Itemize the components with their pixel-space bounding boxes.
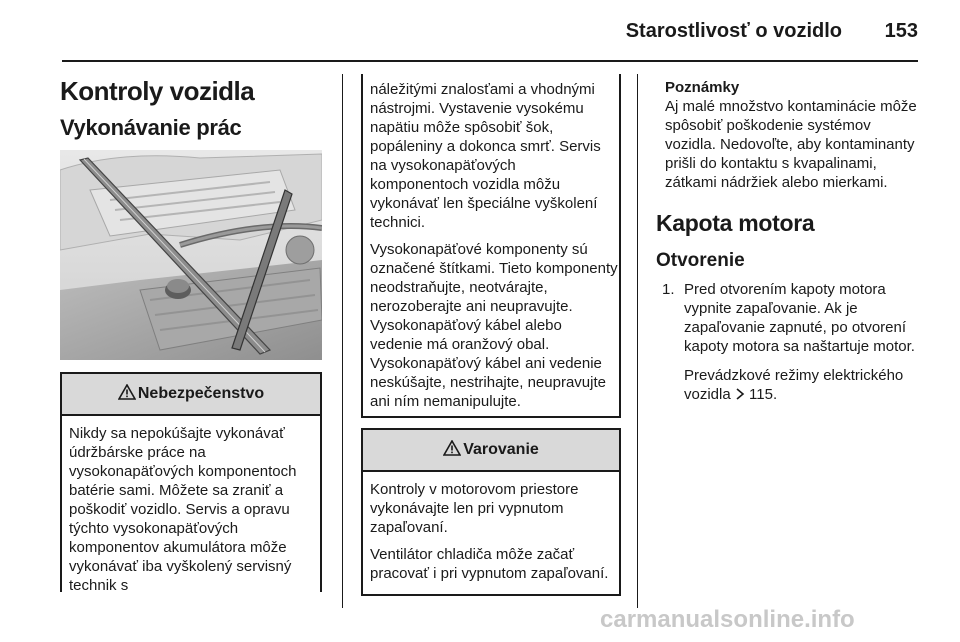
engine-compartment-illustration (60, 150, 322, 360)
header-rule (62, 60, 918, 62)
watermark: carmanualsonline.info (600, 606, 855, 633)
page-reference-icon[interactable] (735, 386, 749, 403)
section-heading: Kapota motora (656, 210, 815, 236)
components-text: Vysokonapäťové komponenty sú označené štítkami. Tieto komponenty neodstraňujte, neotvárajte, nerozoberajte ani neupravujte. Vysokonapäťový kábel alebo vedenie má oranžový obal. Vysokonapäťový kábel ani vedenie neskúšajte, nestrihajte, neupravujte ani ním nemanipulujte. (370, 241, 618, 410)
column-divider (637, 74, 638, 608)
warning-notice (361, 428, 621, 596)
continued-text: náležitými znalosťami a vhodnými nástrojmi. Vystavenie vysokému napätiu môže spôsobiť šok, popáleniny a dokonca smrť. Servis na vysokonapäťových komponentoch vozidla môžu vykonávať len špeciálne vyškolení technici. (370, 81, 601, 231)
note-label: Poznámky (665, 79, 740, 96)
page-reference-number[interactable]: 115. (749, 386, 778, 403)
danger-notice-title: Nebezpečenstvo (137, 385, 265, 402)
column-divider (342, 74, 343, 608)
warning-notice-title: Varovanie (463, 441, 539, 458)
danger-notice-header (62, 374, 320, 416)
warning-text-2: Ventilátor chladiča môže začať pracovať i pri vypnutom zapaľovaní. (370, 546, 609, 582)
step-reference-text: Prevádzkové režimy elektrického vozidla (684, 367, 904, 403)
section-subheading: Otvorenie (656, 250, 745, 271)
danger-notice (60, 372, 322, 592)
engine-compartment-icon (60, 150, 322, 360)
section-subheading: Vykonávanie prác (60, 115, 242, 140)
numbered-step (662, 280, 924, 414)
note-text: Aj malé množstvo kontaminácie môže spôsobiť poškodenie systémov vozidla. Nedovoľte, aby kontaminanty prišli do kontaktu s kvapalinami, zátkami nádržiek alebo mierkami. (665, 98, 917, 191)
step-number: 1. (662, 281, 675, 298)
warning-text-1: Kontroly v motorovom priestore vykonávajte len pri vypnutom zapaľovaní. (370, 481, 579, 536)
warning-triangle-icon (118, 384, 136, 405)
note-block (665, 78, 925, 192)
section-heading: Kontroly vozidla (60, 76, 255, 106)
warning-triangle-icon (443, 440, 461, 461)
step-reference (684, 366, 924, 404)
running-header (0, 12, 960, 52)
high-voltage-text-box (361, 74, 621, 418)
warning-notice-header (363, 430, 619, 472)
page-number: 153 (884, 20, 918, 42)
running-title: Starostlivosť o vozidlo (625, 20, 842, 42)
danger-notice-text: Nikdy sa nepokúšajte vykonávať údržbárske práce na vysokonapäťových komponentoch batérie sami. Môžete sa zraniť a poškodiť vozidlo. Servis a opravu týchto vysokonapäťových komponentov akumulátora môže vykonávať iba vyškolený servisný technik s (69, 425, 297, 594)
step-text: Pred otvorením kapoty motora vypnite zapaľovanie. Ak je zapaľovanie zapnuté, po otvorení kapoty motora sa naštartuje motor. (684, 281, 915, 355)
